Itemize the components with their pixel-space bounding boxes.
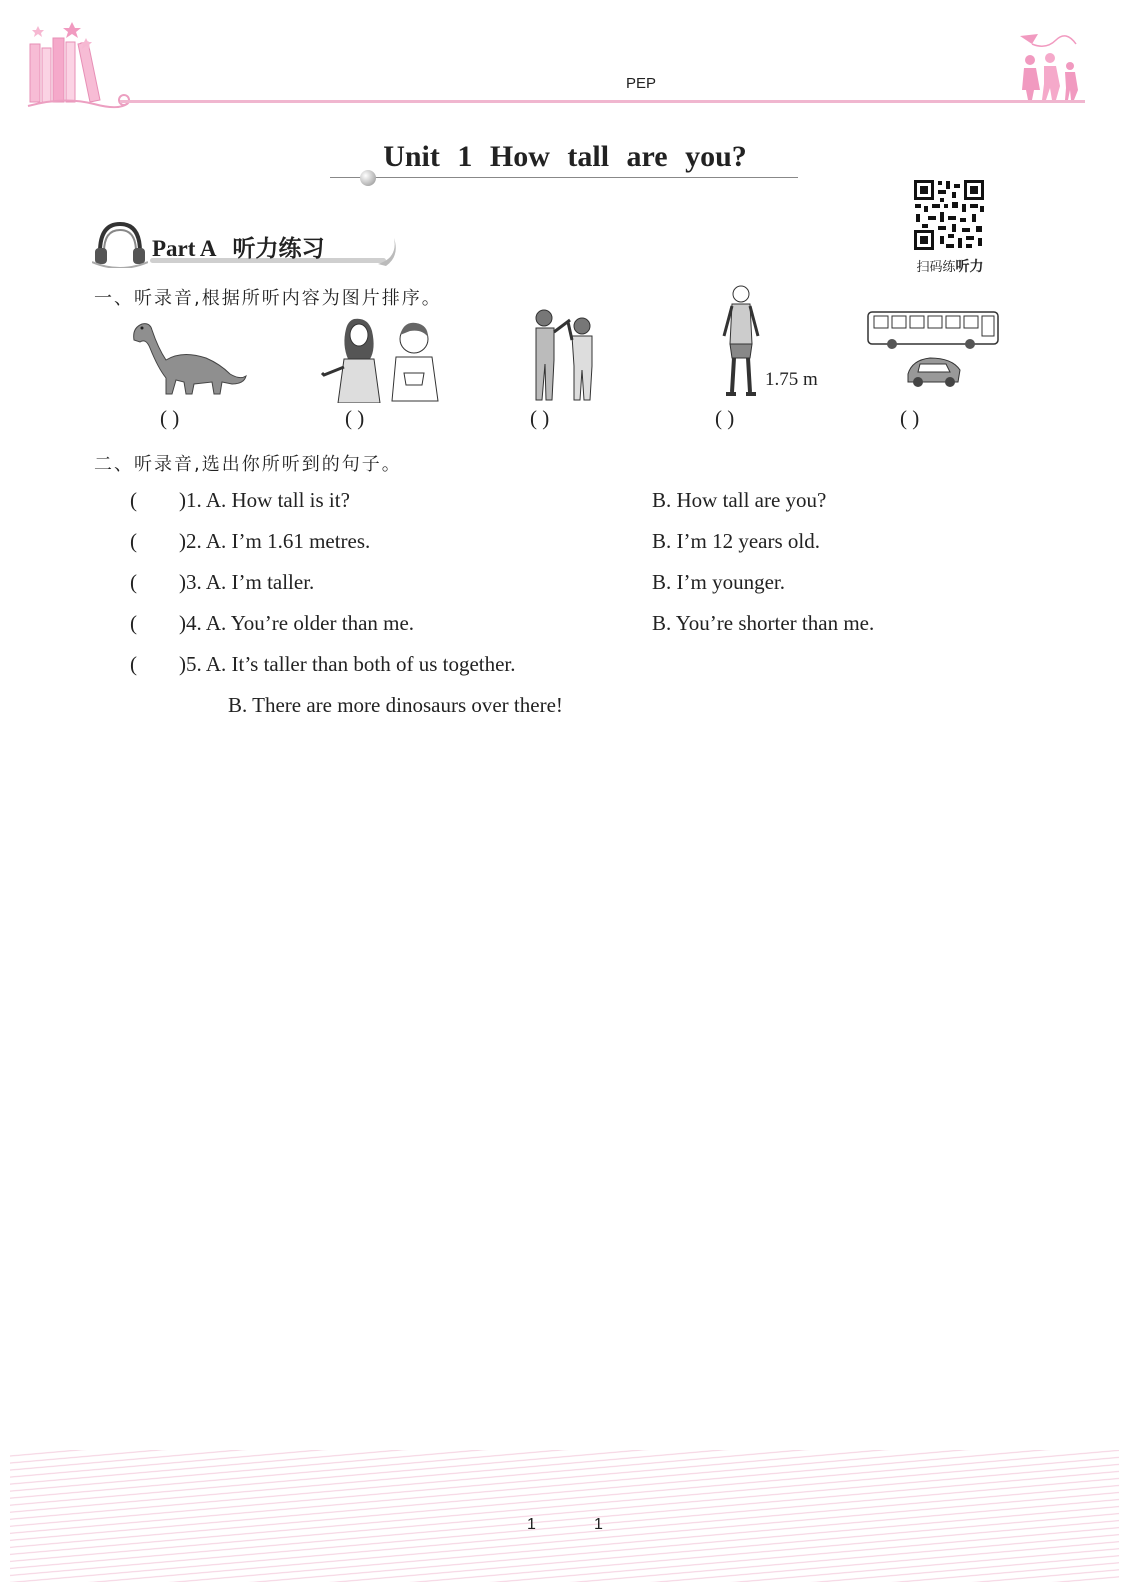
header-books-decoration <box>24 18 134 118</box>
question-5-option-b[interactable]: B. There are more dinosaurs over there! <box>228 693 563 717</box>
part-title-swoosh <box>376 236 400 266</box>
unit-title-rule <box>330 177 798 178</box>
qr-code[interactable] <box>912 178 986 252</box>
unit-title: Unit 1 How tall are you? <box>383 140 747 173</box>
page-number-left: 1 <box>527 1516 536 1533</box>
question-1-stem[interactable]: ( )1. A. How tall is it? <box>130 488 350 512</box>
question-5-stem[interactable]: ( )5. A. It’s taller than both of us together. <box>130 652 516 676</box>
tall-man-picture <box>716 284 766 400</box>
headphones-icon <box>92 218 148 268</box>
question-2-stem[interactable]: ( )2. A. I’m 1.61 metres. <box>130 529 371 553</box>
footer-band <box>10 1450 1119 1582</box>
woman-and-boy-picture <box>318 315 444 403</box>
question-4-stem[interactable]: ( )4. A. You’re older than me. <box>130 611 415 635</box>
question-4-option-b[interactable]: B. You’re shorter than me. <box>652 611 875 635</box>
question-3-stem[interactable]: ( )3. A. I’m taller. <box>130 570 315 594</box>
question-1-option-b[interactable]: B. How tall are you? <box>652 488 827 512</box>
answer-blank-1[interactable]: ( ) <box>160 406 180 430</box>
part-title: Part A 听力练习 <box>152 236 325 261</box>
qr-caption-prefix: 扫码练 <box>916 260 956 275</box>
answer-blank-2[interactable]: ( ) <box>345 406 365 430</box>
running-head: PEP <box>626 75 657 92</box>
answer-blank-4[interactable]: ( ) <box>715 406 735 430</box>
header-kids-kite-decoration <box>1016 30 1090 104</box>
qr-caption <box>898 256 1002 276</box>
section1-heading: 一、听录音,根据所听内容为图片排序。 <box>94 288 442 309</box>
question-3-option-b[interactable]: B. I’m younger. <box>652 570 785 594</box>
height-caption: 1.75 m <box>765 369 818 390</box>
question-2-option-b[interactable]: B. I’m 12 years old. <box>652 529 820 553</box>
two-kids-measuring-picture <box>526 308 604 404</box>
section2-heading: 二、听录音,选出你所听到的句子。 <box>94 454 402 475</box>
answer-blank-3[interactable]: ( ) <box>530 406 550 430</box>
bus-and-car-picture <box>866 308 1002 392</box>
qr-caption-bold: 听力 <box>955 259 984 275</box>
dinosaur-picture <box>128 318 250 396</box>
page-number-right: 1 <box>594 1516 603 1533</box>
header-rule <box>120 100 1085 103</box>
answer-blank-5[interactable]: ( ) <box>900 406 920 430</box>
unit-title-bullet <box>360 170 376 186</box>
